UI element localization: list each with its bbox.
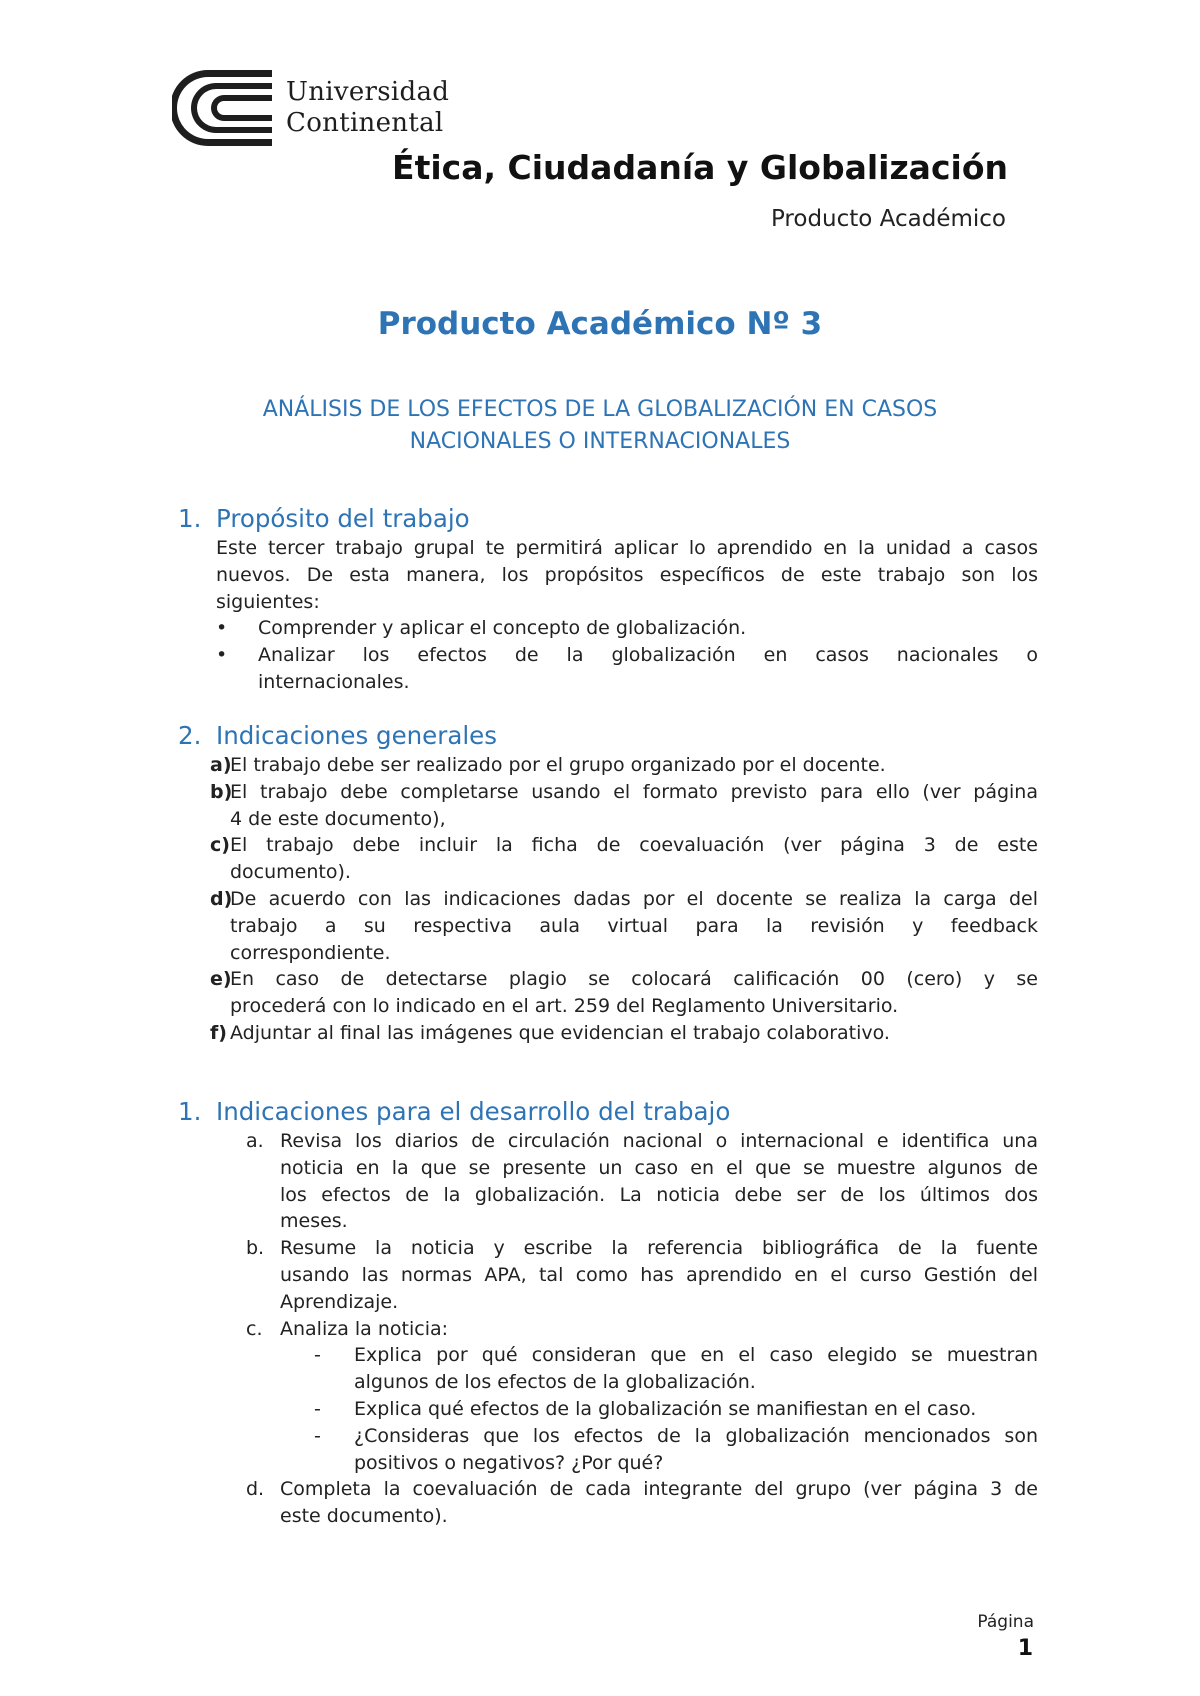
list-letter: c. [246, 1317, 263, 1340]
section-heading [178, 720, 1038, 752]
general-indications-list [178, 752, 1038, 1047]
list-item [178, 966, 1038, 1020]
section-number: 1. [178, 1097, 202, 1126]
bullet-icon: • [216, 644, 228, 667]
list-item-text: este documento). [280, 1505, 448, 1528]
list-item [178, 1020, 1038, 1047]
page-number: 1 [1017, 1636, 1033, 1661]
section-heading [178, 503, 1038, 535]
section-title: Indicaciones para el desarrollo del trabajo [216, 1097, 731, 1126]
list-item-text: Analiza la noticia: [280, 1317, 449, 1340]
analysis-title-line2: NACIONALES O INTERNACIONALES [409, 429, 791, 454]
document-subtitle: Producto Académico [770, 206, 1006, 232]
list-item-text: meses. [280, 1210, 348, 1233]
dash-icon: - [314, 1344, 321, 1367]
list-item-text: internacionales. [258, 670, 410, 693]
text-line: siguientes: [216, 590, 320, 613]
list-letter: b) [210, 780, 233, 803]
list-letter: d. [246, 1478, 265, 1501]
list-letter: c) [210, 834, 230, 857]
list-item-text: Revisa los diarios de circulación nacional o internacional e identifica una [280, 1130, 1038, 1152]
list-item-text: Completa la coevaluación de cada integrante del grupo (ver página 3 de [280, 1478, 1038, 1501]
list-item-text: Explica qué efectos de la globalización se manifiestan en el caso. [354, 1397, 977, 1420]
development-indications-list [178, 1128, 1038, 1530]
section-general-indications [178, 720, 1038, 1047]
dash-icon: - [314, 1397, 321, 1420]
list-item-text: Explica por qué consideran que en el caso elegido se muestran [354, 1344, 1038, 1367]
purpose-intro [178, 535, 1038, 615]
main-title: Producto Académico Nº 3 [377, 306, 823, 342]
bullet-icon: • [216, 617, 228, 640]
list-item [178, 1316, 1038, 1343]
section-number: 2. [178, 721, 202, 750]
list-item-text: usando las normas APA, tal como has aprendido en el curso Gestión del [280, 1263, 1038, 1286]
course-title: Ética, Ciudadanía y Globalización [392, 148, 1008, 187]
dash-icon: - [314, 1424, 321, 1447]
list-item [178, 1396, 1038, 1423]
list-item-text: Adjuntar al final las imágenes que evidencian el trabajo colaborativo. [230, 1021, 890, 1044]
list-item [178, 615, 1038, 642]
list-letter: e) [210, 968, 232, 991]
list-item-text: Aprendizaje. [280, 1290, 399, 1313]
section-title: Indicaciones generales [216, 721, 497, 750]
continental-logo-icon [172, 68, 276, 148]
list-item-text: correspondiente. [230, 941, 391, 964]
list-letter: a) [210, 754, 232, 776]
section-development-indications [178, 1096, 1038, 1530]
list-item [178, 886, 1038, 966]
university-name [286, 77, 449, 139]
list-item [178, 1476, 1038, 1530]
list-item-text: Resume la noticia y escribe la referencia bibliográfica de la fuente [280, 1237, 1038, 1260]
list-item [178, 1128, 1038, 1235]
section-number: 1. [178, 504, 202, 533]
list-item [178, 832, 1038, 886]
list-item-text: noticia en la que se presente un caso en el que se muestre algunos de [280, 1156, 1038, 1179]
list-item-text: procederá con lo indicado en el art. 259 del Reglamento Universitario. [230, 995, 899, 1018]
list-letter: d) [210, 887, 233, 910]
analysis-title [160, 394, 1040, 458]
list-item-text: El trabajo debe ser realizado por el grupo organizado por el docente. [230, 754, 886, 776]
section-heading [178, 1096, 1038, 1128]
list-letter: b. [246, 1237, 265, 1260]
list-item [178, 642, 1038, 696]
list-item-text: documento). [230, 861, 351, 884]
university-logo [172, 68, 462, 148]
list-item-text: De acuerdo con las indicaciones dadas por el docente se realiza la carga del [230, 887, 1038, 910]
list-item [178, 779, 1038, 833]
list-item [178, 1235, 1038, 1315]
page-label: Página [977, 1612, 1034, 1632]
analysis-title-line1: ANÁLISIS DE LOS EFECTOS DE LA GLOBALIZACIÓN EN CASOS [262, 397, 938, 422]
university-name-line1: Universidad [286, 77, 450, 107]
list-letter: f) [210, 1021, 227, 1044]
list-item-text: 4 de este documento), [230, 807, 446, 830]
section-purpose [178, 503, 1038, 696]
list-item-text: El trabajo debe completarse usando el formato previsto para ello (ver página [230, 780, 1038, 803]
list-letter: a. [246, 1130, 264, 1152]
list-item-text: los efectos de la globalización. La noticia debe ser de los últimos dos [280, 1183, 1038, 1206]
list-item-text: En caso de detectarse plagio se colocará calificación 00 (cero) y se [230, 968, 1038, 991]
list-item-text: algunos de los efectos de la globalización. [354, 1371, 756, 1394]
list-item-text: Comprender y aplicar el concepto de globalización. [258, 617, 747, 640]
list-item [178, 1342, 1038, 1396]
list-item-text: ¿Consideras que los efectos de la globalización mencionados son [354, 1424, 1038, 1447]
list-item-text: trabajo a su respectiva aula virtual para la revisión y feedback [230, 914, 1038, 937]
list-item [178, 752, 1038, 779]
list-item-text: Analizar los efectos de la globalización en casos nacionales o [258, 644, 1038, 667]
university-name-line2: Continental [286, 108, 444, 138]
list-item-text: positivos o negativos? ¿Por qué? [354, 1451, 664, 1474]
section-title: Propósito del trabajo [216, 504, 470, 533]
list-item-text: El trabajo debe incluir la ficha de coevaluación (ver página 3 de este [230, 834, 1038, 857]
text-line: nuevos. De esta manera, los propósitos específicos de este trabajo son los [216, 563, 1038, 586]
list-item [178, 1423, 1038, 1477]
text-line: Este tercer trabajo grupal te permitirá aplicar lo aprendido en la unidad a casos [216, 537, 1038, 559]
